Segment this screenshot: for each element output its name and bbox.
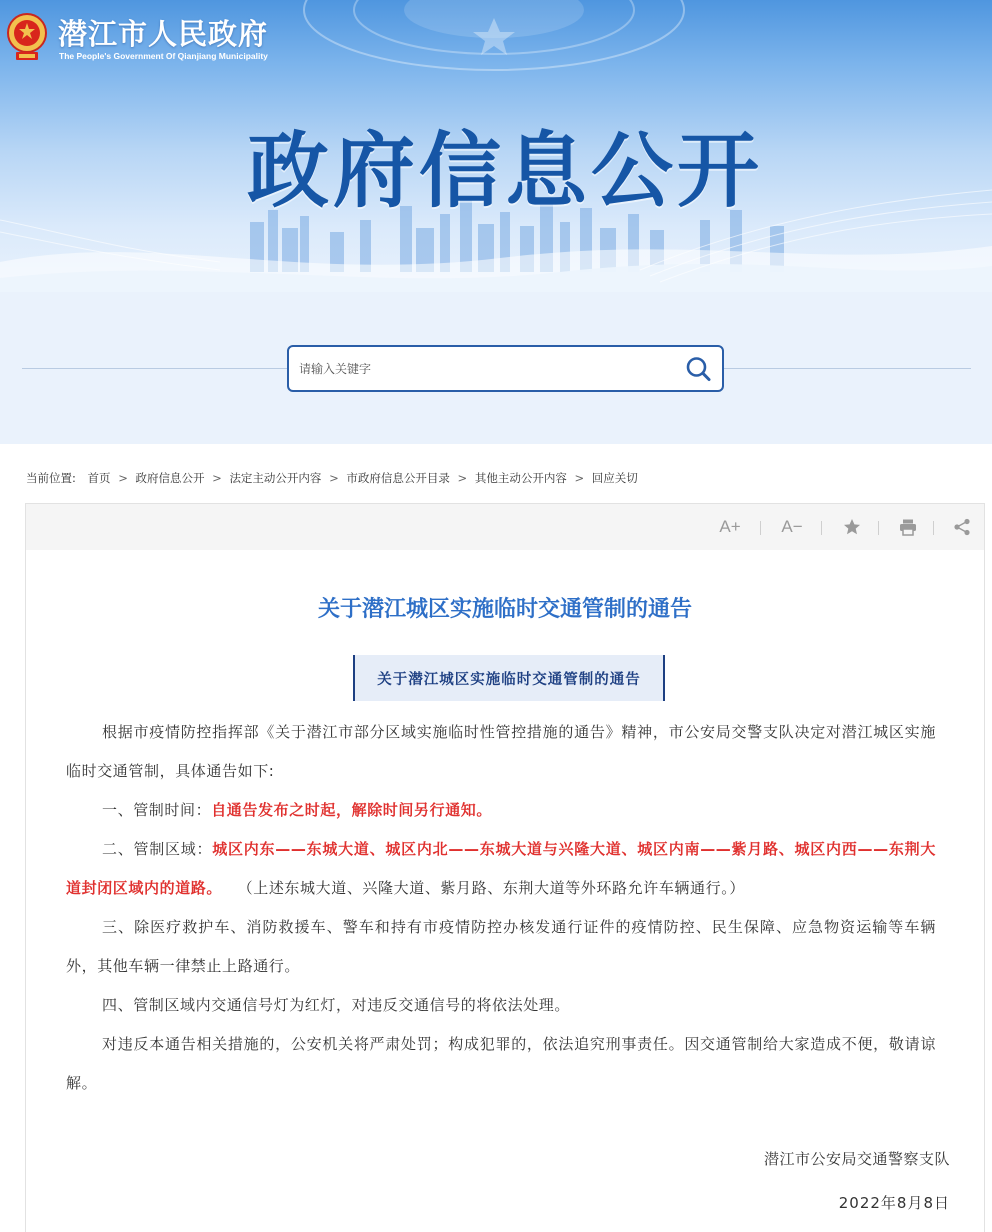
font-smaller-label: A− [781,517,803,536]
breadcrumb-separator: > [118,471,128,485]
header-banner [0,0,992,292]
breadcrumb-separator: > [212,471,222,485]
item-2-label: 二、管制区域： [102,840,213,858]
banner-title: 政府信息公开 [246,124,763,219]
article-toolbar [26,504,984,550]
breadcrumb-item-other[interactable]: 其他主动公开内容 [474,471,567,485]
breadcrumb-separator: > [457,471,468,485]
breadcrumb-item-gov-info[interactable]: 政府信息公开 [135,471,205,485]
article-title: 关于潜江城区实施临时交通管制的通告 [317,597,692,622]
signature: 潜江市公安局交通警察支队 [763,1150,950,1168]
item-1-label: 一、管制时间： [102,801,212,819]
item-2-highlight: 城区内东——东城大道、城区内北——东城大道与兴隆大道、城区内南——紫月路、城区内西——东荆大道封闭区域内的道路。 [66,840,936,897]
publish-date: 2022年8月8日 [838,1194,950,1212]
favorite-button[interactable] [840,514,864,540]
intro-paragraph: 根据市疫情防控指挥部《关于潜江市部分区域实施临时性管控措施的通告》精神，市公安局交警支队决定对潜江城区实施临时交通管制，具体通告如下: [66,723,936,780]
item-1-highlight: 自通告发布之时起，解除时间另行通知。 [211,801,493,819]
closing-paragraph: 对违反本通告相关措施的，公安机关将严肃处罚；构成犯罪的，依法追究刑事责任。因交通管制给大家造成不便，敬请谅解。 [66,1035,936,1092]
item-4-paragraph: 四、管制区域内交通信号灯为红灯，对违反交通信号的将依法处理。 [102,996,571,1014]
font-larger-label: A+ [719,517,741,536]
item-1-paragraph [66,791,936,830]
article-body [66,713,936,1103]
breadcrumb-separator: > [329,471,339,485]
search-box [287,345,724,392]
item-3-paragraph: 三、除医疗救护车、消防救援车、警车和持有市疫情防控办核发通行证件的疫情防控、民生保障、应急物资运输等车辆外，其他车辆一律禁止上路通行。 [66,918,936,975]
breadcrumb-item-statutory[interactable]: 法定主动公开内容 [229,471,322,485]
article-panel [25,503,985,1232]
toolbar-divider [933,521,934,535]
search-area [0,292,992,444]
toolbar-divider [760,521,761,535]
font-larger-button[interactable] [714,514,746,540]
toolbar-divider [821,521,822,535]
search-icon [684,355,714,383]
article-subtitle: 关于潜江城区实施临时交通管制的通告 [377,671,641,688]
share-button[interactable] [950,514,974,540]
breadcrumb-separator: > [574,471,585,485]
divider-line [723,368,971,369]
item-2-note: （上述东城大道、兴隆大道、紫月路、东荆大道等外环路允许车辆通行。） [237,879,745,897]
breadcrumb-prefix: 当前位置: [26,471,76,485]
item-2-paragraph [66,830,936,908]
divider-line [22,368,288,369]
toolbar-divider [878,521,879,535]
breadcrumb-item-catalog[interactable]: 市政府信息公开目录 [346,471,450,485]
share-icon [953,518,971,536]
breadcrumb-item-response[interactable]: 回应关切 [591,471,638,485]
site-name-english: The People's Government Of Qianjiang Municipality [59,51,268,61]
print-icon [899,518,917,536]
subtitle-box [353,655,665,701]
breadcrumb [26,470,638,486]
search-input[interactable] [299,356,669,382]
search-button[interactable] [684,355,714,383]
national-emblem-logo [6,12,48,62]
font-smaller-button[interactable] [776,514,808,540]
star-icon [843,518,861,536]
site-name: 潜江市人民政府 [58,17,269,51]
breadcrumb-item-home[interactable]: 首页 [87,471,111,485]
print-button[interactable] [896,514,920,540]
